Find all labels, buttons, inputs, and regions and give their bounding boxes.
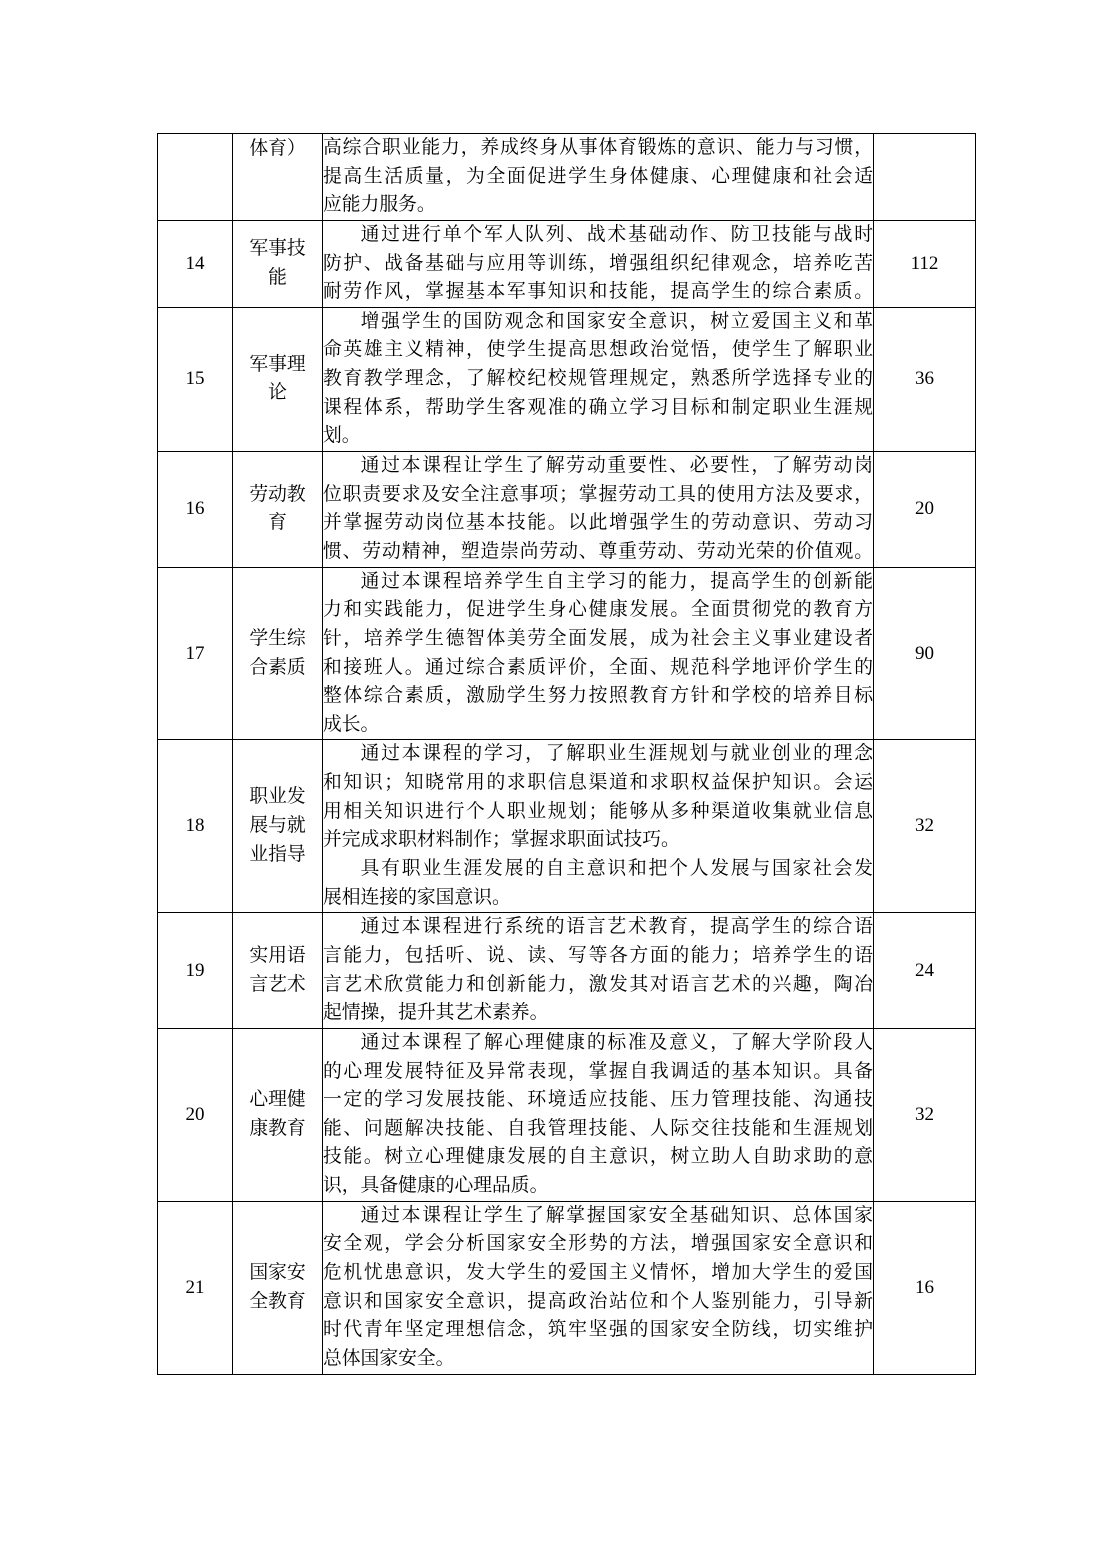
description-paragraph	[323, 740, 873, 855]
description-line: 增强学生的国防观念和国家安全意识，树立爱国主义和革	[360, 310, 873, 332]
description-paragraph	[323, 308, 873, 451]
course-hours: 32	[874, 1028, 976, 1201]
description-line: 高综合职业能力，养成终身从事体育锻炼的意识、能力与习惯，	[323, 137, 873, 158]
course-description	[323, 134, 874, 221]
description-line: 通过进行单个军人队列、战术基础动作、防卫技能与战时	[360, 223, 873, 245]
description-line: 成长。	[323, 713, 380, 735]
course-name-line: 能	[268, 266, 287, 288]
course-name-line: 军事技	[249, 238, 306, 260]
description-line: 时代青年坚定理想信念，筑牢坚强的国家安全防线，切实维护	[323, 1319, 873, 1341]
course-name-line: 论	[268, 382, 287, 404]
course-name	[233, 134, 323, 221]
course-name	[233, 567, 323, 740]
course-name-line: 体育）	[249, 138, 306, 159]
description-line: 能、问题解决技能、自我管理技能、人际交往技能和生涯规划	[323, 1117, 873, 1139]
course-table	[157, 133, 976, 1375]
course-number: 18	[158, 740, 233, 913]
description-line: 整体综合素质，激励学生努力按照教育方针和学校的培养目标	[323, 685, 873, 707]
description-line: 通过本课程了解心理健康的标准及意义，了解大学阶段人	[360, 1031, 873, 1053]
description-line: 展相连接的家国意识。	[323, 886, 511, 908]
description-line: 意识和国家安全意识，提高政治站位和个人鉴别能力，引导新	[323, 1290, 873, 1312]
description-paragraph	[323, 452, 873, 567]
course-number: 21	[158, 1201, 233, 1374]
course-number: 20	[158, 1028, 233, 1201]
course-name-line: 心理健	[249, 1089, 306, 1111]
course-name	[233, 452, 323, 568]
description-line: 识，具备健康的心理品质。	[323, 1175, 549, 1197]
course-name-line: 实用语	[249, 944, 306, 966]
description-line: 言艺术欣赏能力和创新能力，激发其对语言艺术的兴趣，陶冶	[323, 973, 873, 995]
description-paragraph	[323, 1029, 873, 1201]
course-name-line: 展与就	[249, 815, 306, 837]
description-line: 和知识；知晓常用的求职信息渠道和求职权益保护知识。会运	[323, 772, 873, 794]
course-description	[323, 452, 874, 568]
description-line: 提高生活质量，为全面促进学生身体健康、心理健康和社会适	[323, 165, 873, 187]
description-paragraph	[323, 913, 873, 1028]
description-paragraph	[323, 855, 873, 912]
description-line: 课程体系，帮助学生客观准的确立学习目标和制定职业生涯规	[323, 396, 873, 418]
course-description	[323, 1201, 874, 1374]
description-line: 通过本课程的学习，了解职业生涯规划与就业创业的理念	[360, 743, 873, 765]
course-number: 19	[158, 913, 233, 1029]
course-hours: 24	[874, 913, 976, 1029]
description-line: 通过本课程让学生了解劳动重要性、必要性，了解劳动岗	[360, 455, 873, 477]
description-line: 用相关知识进行个人职业规划；能够从多种渠道收集就业信息	[323, 800, 873, 822]
course-name-line: 合素质	[249, 656, 306, 678]
course-number: 15	[158, 307, 233, 451]
description-line: 言能力，包括听、说、读、写等各方面的能力；培养学生的语	[323, 944, 873, 966]
course-name-line: 军事理	[249, 353, 306, 375]
course-name-line: 劳动教	[249, 483, 306, 505]
description-line: 防护、战备基础与应用等训练，增强组织纪律观念，培养吃苦	[323, 252, 873, 274]
course-hours: 36	[874, 307, 976, 451]
course-hours: 20	[874, 452, 976, 568]
course-name-line: 学生综	[249, 627, 306, 649]
description-paragraph	[323, 1202, 873, 1374]
course-hours: 32	[874, 740, 976, 913]
course-description	[323, 913, 874, 1029]
course-description	[323, 220, 874, 307]
course-description	[323, 1028, 874, 1201]
description-line: 和接班人。通过综合素质评价，全面、规范科学地评价学生的	[323, 656, 873, 678]
table-row	[158, 220, 976, 307]
description-line: 命英雄主义精神，使学生提高思想政治觉悟，使学生了解职业	[323, 339, 873, 361]
description-line: 教育教学理念，了解校纪校规管理规定，熟悉所学选择专业的	[323, 368, 873, 390]
description-line: 针，培养学生德智体美劳全面发展，成为社会主义事业建设者	[323, 627, 873, 649]
description-line: 一定的学习发展技能、环境适应技能、压力管理技能、沟通技	[323, 1089, 873, 1111]
course-name	[233, 220, 323, 307]
course-name	[233, 1201, 323, 1374]
description-line: 危机忧患意识，发大学生的爱国主义情怀，增加大学生的爱国	[323, 1261, 873, 1283]
description-line: 惯、劳动精神，塑造崇尚劳动、尊重劳动、劳动光荣的价值观。	[323, 540, 873, 562]
course-hours: 112	[874, 220, 976, 307]
course-number: 17	[158, 567, 233, 740]
course-name	[233, 1028, 323, 1201]
table-row	[158, 1028, 976, 1201]
description-line: 应能力服务。	[323, 194, 436, 216]
course-name-line: 言艺术	[249, 973, 306, 995]
table-row	[158, 740, 976, 913]
course-hours: 16	[874, 1201, 976, 1374]
description-line: 具有职业生涯发展的自主意识和把个人发展与国家社会发	[360, 858, 873, 880]
description-line: 通过本课程进行系统的语言艺术教育，提高学生的综合语	[360, 916, 873, 938]
course-name-line: 业指导	[249, 843, 306, 865]
description-line: 耐劳作风，掌握基本军事知识和技能，提高学生的综合素质。	[323, 281, 873, 303]
course-number	[158, 134, 233, 221]
description-line: 通过本课程让学生了解掌握国家安全基础知识、总体国家	[360, 1204, 873, 1226]
course-name	[233, 740, 323, 913]
course-name	[233, 307, 323, 451]
course-number: 16	[158, 452, 233, 568]
table-row	[158, 1201, 976, 1374]
description-paragraph	[323, 568, 873, 740]
course-name	[233, 913, 323, 1029]
description-line: 通过本课程培养学生自主学习的能力，提高学生的创新能	[360, 570, 873, 592]
description-paragraph	[323, 134, 873, 220]
table-row	[158, 134, 976, 221]
table-row	[158, 567, 976, 740]
course-name-line: 育	[268, 512, 287, 534]
course-hours: 90	[874, 567, 976, 740]
table-row	[158, 307, 976, 451]
course-description	[323, 567, 874, 740]
table-row	[158, 452, 976, 568]
course-number: 14	[158, 220, 233, 307]
description-line: 起情操，提升其艺术素养。	[323, 1002, 549, 1024]
description-line: 力和实践能力，促进学生身心健康发展。全面贯彻党的教育方	[323, 599, 873, 621]
description-line: 划。	[323, 425, 361, 447]
description-line: 位职责要求及安全注意事项；掌握劳动工具的使用方法及要求，	[323, 483, 873, 505]
description-line: 安全观，学会分析国家安全形势的方法，增强国家安全意识和	[323, 1233, 873, 1255]
course-hours	[874, 134, 976, 221]
course-table-body	[158, 134, 976, 1375]
description-line: 的心理发展特征及异常表现，掌握自我调适的基本知识。具备	[323, 1060, 873, 1082]
course-name-line: 康教育	[249, 1117, 306, 1139]
description-line: 总体国家安全。	[323, 1347, 455, 1369]
description-line: 并掌握劳动岗位基本技能。以此增强学生的劳动意识、劳动习	[323, 512, 873, 534]
course-name-line: 国家安	[249, 1261, 306, 1283]
description-line: 技能。树立心理健康发展的自主意识，树立助人自助求助的意	[323, 1146, 873, 1168]
description-line: 并完成求职材料制作；掌握求职面试技巧。	[323, 829, 680, 851]
course-name-line: 全教育	[249, 1290, 306, 1312]
description-paragraph	[323, 221, 873, 307]
table-row	[158, 913, 976, 1029]
course-name-line: 职业发	[249, 786, 306, 808]
course-description	[323, 307, 874, 451]
course-description	[323, 740, 874, 913]
